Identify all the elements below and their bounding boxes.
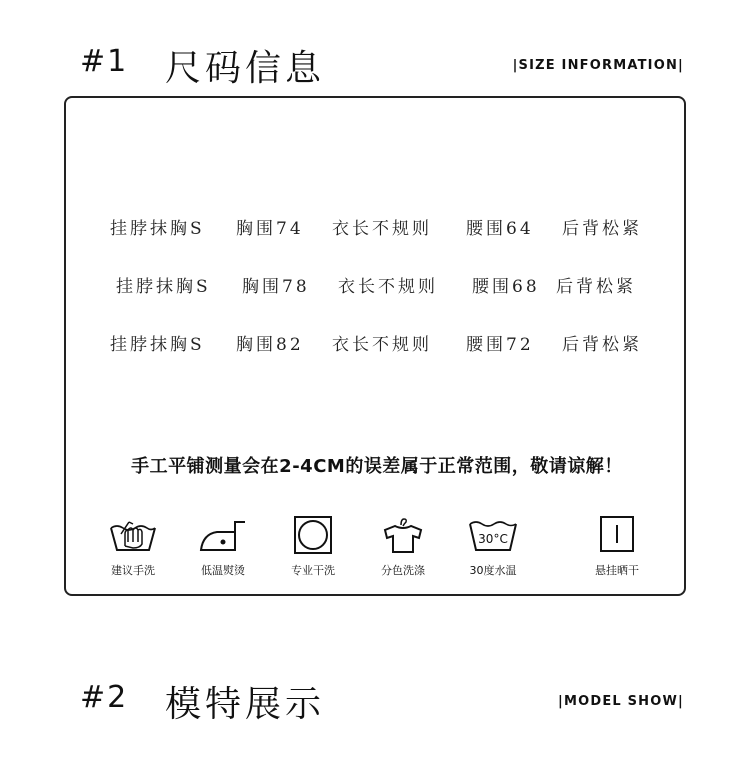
section-subtitle: |SIZE INFORMATION| xyxy=(512,58,684,73)
section-number: #1 xyxy=(80,44,129,79)
section-title: 模特展示 xyxy=(165,684,326,725)
size-info-card xyxy=(64,96,686,596)
section-title: 尺码信息 xyxy=(165,48,326,89)
care-item-wash-separately xyxy=(358,516,448,586)
wash-temperature: 30°C xyxy=(478,532,508,546)
care-label: 低温熨烫 xyxy=(201,564,245,577)
wash-30-icon xyxy=(467,516,519,554)
hang-dry-icon xyxy=(591,516,643,554)
wash-separately-icon xyxy=(377,516,429,554)
care-item-iron xyxy=(178,516,268,586)
care-item-hand-wash xyxy=(88,516,178,586)
care-label: 建议手洗 xyxy=(111,564,155,577)
hand-wash-icon xyxy=(107,516,159,554)
size-cell-style: 挂脖抹胸S xyxy=(116,277,211,297)
size-cell-waist: 腰围72 xyxy=(466,335,534,355)
iron-low-icon xyxy=(197,516,249,554)
care-label: 分色洗涤 xyxy=(381,564,425,577)
size-cell-length: 衣长不规则 xyxy=(338,277,438,297)
care-item-wash-30 xyxy=(448,516,538,586)
section-subtitle: |MODEL SHOW| xyxy=(558,694,684,709)
size-cell-bust: 胸围78 xyxy=(242,277,310,297)
care-label: 悬挂晒干 xyxy=(595,564,639,577)
size-row xyxy=(66,330,688,356)
size-cell-bust: 胸围82 xyxy=(236,335,304,355)
size-cell-style: 挂脖抹胸S xyxy=(110,219,205,239)
care-label: 30度水温 xyxy=(469,564,517,577)
size-cell-bust: 胸围74 xyxy=(236,219,304,239)
size-cell-back: 后背松紧 xyxy=(556,277,636,297)
size-cell-back: 后背松紧 xyxy=(562,335,642,355)
size-row xyxy=(66,214,688,240)
size-cell-waist: 腰围64 xyxy=(466,219,534,239)
care-item-hang-dry xyxy=(572,516,662,586)
size-cell-length: 衣长不规则 xyxy=(332,219,432,239)
size-cell-style: 挂脖抹胸S xyxy=(110,335,205,355)
section-number: #2 xyxy=(80,680,129,715)
size-cell-length: 衣长不规则 xyxy=(332,335,432,355)
section-header-model xyxy=(0,680,750,740)
dry-clean-icon xyxy=(287,516,339,554)
care-item-dry-clean xyxy=(268,516,358,586)
size-cell-waist: 腰围68 xyxy=(472,277,540,297)
size-row xyxy=(66,272,688,298)
care-label: 专业干洗 xyxy=(291,564,335,577)
measurement-note: 手工平铺测量会在2-4CM的误差属于正常范围，敬请谅解！ xyxy=(131,456,623,477)
size-cell-back: 后背松紧 xyxy=(562,219,642,239)
section-header-size xyxy=(0,44,750,104)
